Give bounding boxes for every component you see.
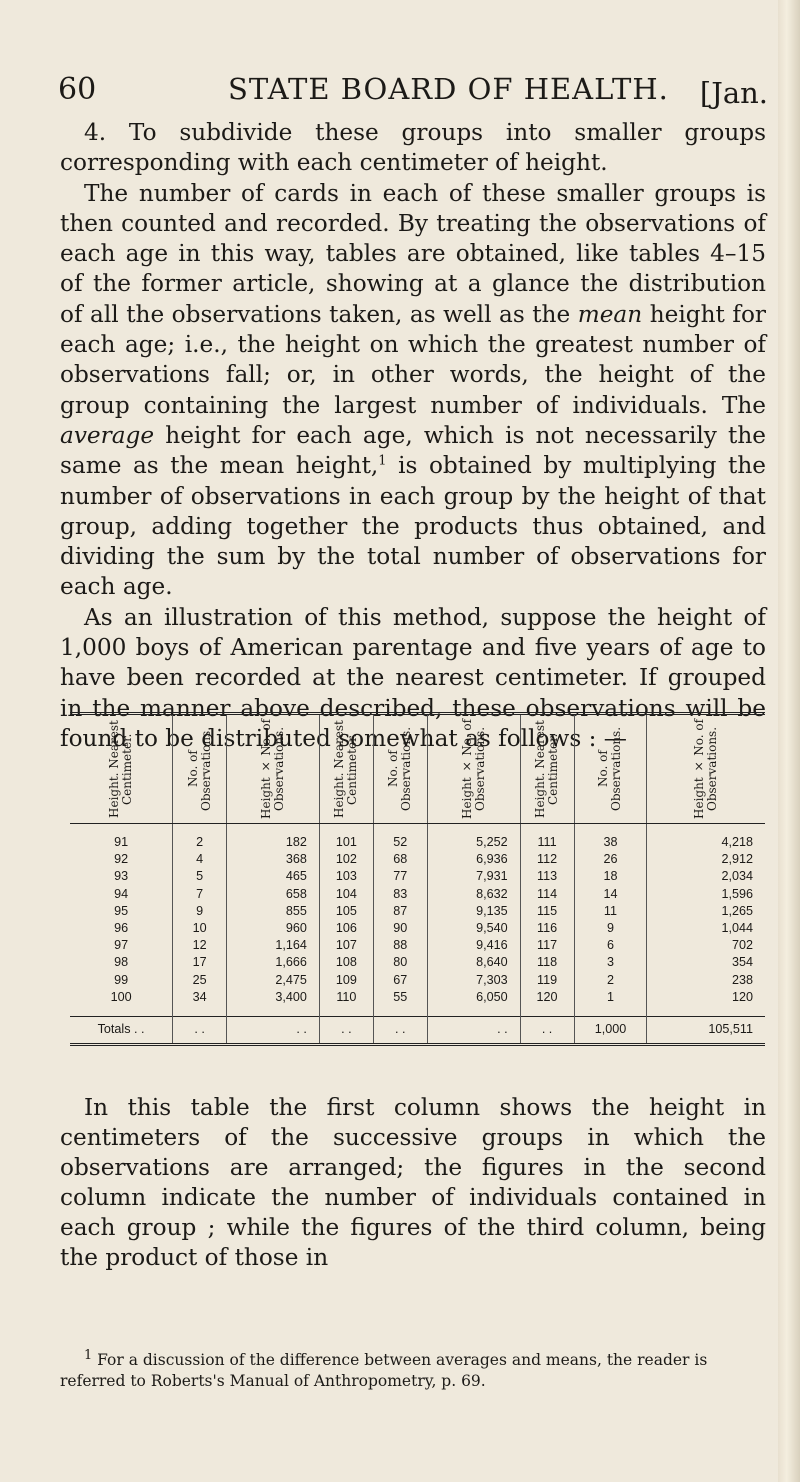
footnote-ref: 1 (378, 453, 387, 469)
totals-cell: 1,000 (574, 1017, 647, 1044)
col-header: No. of Observations. (373, 715, 427, 824)
table-cell: 118 (520, 954, 574, 971)
table-cell: 103 (319, 868, 373, 885)
table-cell: 1,164 (227, 937, 320, 954)
table-cell: 9,416 (427, 937, 520, 954)
running-head: STATE BOARD OF HEALTH. (228, 72, 669, 106)
table-cell: 2 (574, 972, 647, 989)
col-header: Height × No. of Observations. (427, 715, 520, 824)
table-cell: 112 (520, 851, 574, 868)
table-cell: 2,475 (227, 972, 320, 989)
table-header-row (70, 715, 765, 824)
table-cell: 111 (520, 824, 574, 852)
col-header: Height × No. of Observations. (227, 715, 320, 824)
table-row (70, 989, 765, 1006)
paragraph-illustration: As an illustration of this method, suppose the height of 1,000 boys of American parentage and five years of age to have been recorded at the nearest centimeter. If grouped in the manner above described, these observations will be found to be distributed somewhat as follows : — (60, 603, 766, 752)
footnote-text: For a discussion of the difference between averages and means, the reader is referred to Roberts's Manual of Anthropometry, p. 69. (60, 1351, 708, 1391)
table-cell: 120 (520, 989, 574, 1006)
table-cell: 1,265 (647, 903, 765, 920)
table-spacer (70, 1006, 765, 1017)
table-cell: 100 (110, 989, 132, 1004)
header-month: [Jan. (699, 76, 768, 110)
table-cell: 68 (373, 851, 427, 868)
body-text-continued (60, 1093, 766, 1273)
table-cell: 3 (574, 954, 647, 971)
table-cell: 6,050 (427, 989, 520, 1006)
table-cell: 106 (319, 920, 373, 937)
paragraph-explanation: In this table the first column shows the height in centimeters of the successive groups in which the observations are arranged; the figures in the second column indicate the number of individuals contained in each group ; while the figures of the third column, being the product of those in (60, 1094, 766, 1271)
table-cell: 9,540 (427, 920, 520, 937)
table-cell: 97 (114, 938, 129, 953)
table-cell: 67 (373, 972, 427, 989)
table-cell: 117 (520, 937, 574, 954)
totals-cell: Totals . . (70, 1017, 173, 1044)
table-cell: 91 (114, 835, 129, 849)
table-row (70, 937, 765, 954)
totals-cell: . . (520, 1017, 574, 1044)
table-cell: 38 (574, 824, 647, 852)
table-cell: 104 (319, 886, 373, 903)
table-cell: 2 (173, 824, 227, 852)
table-cell: 14 (574, 886, 647, 903)
page-header (58, 72, 768, 112)
table-cell: 95 (114, 903, 129, 918)
table-cell: 17 (173, 954, 227, 971)
table-cell: 855 (227, 903, 320, 920)
body-text (60, 118, 766, 754)
table-cell: 87 (373, 903, 427, 920)
table-cell: 2,912 (647, 851, 765, 868)
table-cell: 99 (114, 972, 129, 987)
table-cell: 2,034 (647, 868, 765, 885)
table-cell: 1 (574, 989, 647, 1006)
table-cell: 77 (373, 868, 427, 885)
col-header: Height. Nearest Centimeter. (520, 715, 574, 824)
table-cell: 120 (647, 989, 765, 1006)
totals-row (70, 1017, 765, 1044)
table-cell: 8,640 (427, 954, 520, 971)
col-header: Height. Nearest Centimeter. (70, 715, 173, 824)
table-cell: 101 (319, 824, 373, 852)
table-cell: 1,666 (227, 954, 320, 971)
table-row (70, 972, 765, 989)
table-cell: 25 (173, 972, 227, 989)
table-cell: 465 (227, 868, 320, 885)
table-cell: 114 (520, 886, 574, 903)
table-cell: 92 (114, 852, 129, 867)
col-header: No. of Observations. (574, 715, 647, 824)
table-cell: 5 (173, 868, 227, 885)
table-cell: 702 (647, 937, 765, 954)
col-header: No. of Observations. (173, 715, 227, 824)
table-cell: 368 (227, 851, 320, 868)
table-cell: 1,044 (647, 920, 765, 937)
table-cell: 96 (114, 921, 129, 936)
table-cell: 5,252 (427, 824, 520, 852)
footnote (60, 1345, 766, 1392)
table-cell: 11 (574, 903, 647, 920)
table-cell: 4,218 (647, 824, 765, 852)
table-cell: 119 (520, 972, 574, 989)
table-cell: 90 (373, 920, 427, 937)
table-cell: 6,936 (427, 851, 520, 868)
table-cell: 109 (319, 972, 373, 989)
totals-cell: . . (173, 1017, 227, 1044)
table-row (70, 920, 765, 937)
totals-cell: . . (319, 1017, 373, 1044)
totals-cell: . . (427, 1017, 520, 1044)
table-cell: 7,931 (427, 868, 520, 885)
table-cell: 80 (373, 954, 427, 971)
table-cell: 1,596 (647, 886, 765, 903)
table-row (70, 903, 765, 920)
table-cell: 116 (520, 920, 574, 937)
table-cell: 6 (574, 937, 647, 954)
table-cell: 10 (173, 920, 227, 937)
table-row (70, 824, 765, 852)
table-cell: 105 (319, 903, 373, 920)
col-header: Height. Nearest Centimeter. (319, 715, 373, 824)
table-cell: 658 (227, 886, 320, 903)
table-cell: 115 (520, 903, 574, 920)
table-cell: 52 (373, 824, 427, 852)
height-table (70, 712, 765, 1046)
totals-cell: . . (373, 1017, 427, 1044)
table-cell: 4 (173, 851, 227, 868)
table-row (70, 851, 765, 868)
paragraph-method: The number of cards in each of these smaller groups is then counted and recorded. By treating the observations of each age in this way, tables are obtained, like tables 4–15 of the former article, showing at a glance the distribution of all the observations taken, as well as the mean height for each age; i.e., the height on which the greatest number of observations fall; or, in other words, the height of the group containing the largest number of individuals. The average height for each age, which is not necessarily the same as the mean height,$^1$ is obtained by multiplying the number of observations in each group by the height of that group, adding together the products thus obtained, and dividing the sum by the total number of observations for each age. (60, 179, 766, 601)
table-cell: 93 (114, 869, 129, 884)
table-cell: 107 (319, 937, 373, 954)
table-row (70, 954, 765, 971)
table-cell: 34 (173, 989, 227, 1006)
page-number: 60 (58, 72, 97, 107)
table-cell: 7,303 (427, 972, 520, 989)
col-header: Height × No. of Observations. (647, 715, 765, 824)
table-cell: 8,632 (427, 886, 520, 903)
table-cell: 26 (574, 851, 647, 868)
table-cell: 98 (114, 955, 129, 970)
table-cell: 94 (114, 886, 129, 901)
table-cell: 9 (173, 903, 227, 920)
table-cell: 83 (373, 886, 427, 903)
table-cell: 960 (227, 920, 320, 937)
table-cell: 238 (647, 972, 765, 989)
table-cell: 108 (319, 954, 373, 971)
table-cell: 18 (574, 868, 647, 885)
table-cell: 7 (173, 886, 227, 903)
table-cell: 102 (319, 851, 373, 868)
table-bottom-rule (70, 1043, 765, 1046)
table-cell: 3,400 (227, 989, 320, 1006)
table-cell: 12 (173, 937, 227, 954)
table-cell: 113 (520, 868, 574, 885)
table-cell: 55 (373, 989, 427, 1006)
table-cell: 9 (574, 920, 647, 937)
page-edge (778, 0, 800, 1482)
table-row (70, 886, 765, 903)
totals-cell: . . (227, 1017, 320, 1044)
footnote-marker: 1 (84, 1348, 93, 1363)
totals-cell: 105,511 (647, 1017, 765, 1044)
table-cell: 110 (319, 989, 373, 1006)
table-cell: 182 (227, 824, 320, 852)
table-row (70, 868, 765, 885)
table-cell: 88 (373, 937, 427, 954)
table-cell: 9,135 (427, 903, 520, 920)
table-cell: 354 (647, 954, 765, 971)
paragraph-step-4: 4. To subdivide these groups into smaller groups corresponding with each centimeter of height. (60, 119, 766, 177)
